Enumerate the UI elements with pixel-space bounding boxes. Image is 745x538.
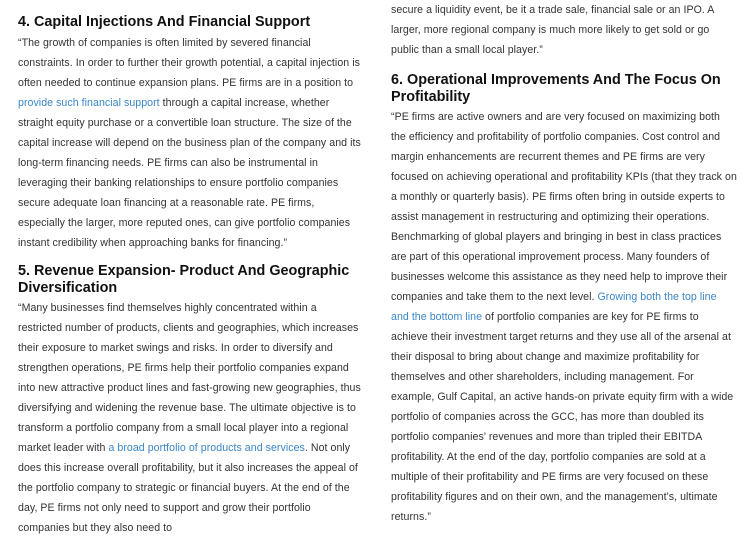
link-broad-portfolio[interactable]: a broad portfolio of products and services — [108, 442, 305, 454]
link-provide-financial-support[interactable]: provide such financial support — [18, 97, 160, 109]
text-segment: . Not only does this increase overall profitability, but it also increases the appeal of the portfolio company to strategic or financial buyers. At the end of the day, PE firms not only need to support and grow their portfolio companies but they also need to — [18, 442, 358, 534]
paragraph-operational-improvements — [391, 107, 737, 527]
text-segment: “Many businesses find themselves highly concentrated within a restricted number of products, clients and geographies, which increases their exposure to market swings and risks. In order to diversify and strengthen operations, PE firms help their portfolio companies expand into new attractive product lines and fast-growing new geographies, thus diversifying and widening the revenue base. The ultimate objective is to transform a portfolio company from a small local player into a regional market leader with — [18, 302, 361, 454]
link-growing-top-bottom-line[interactable]: Growing both the top line and the bottom line — [391, 291, 717, 323]
text-segment: through a capital increase, whether straight equity purchase or a convertible loan structure. The size of the capital increase will depend on the business plan of the company and its long-term financing needs. PE firms can also be instrumental in leveraging their banking relationships to ensure portfolio companies secure adequate loan financing at a reasonable rate. PE firms, especially the larger, more reputed ones, can give portfolio companies instant credibility when approaching banks for financing.” — [18, 97, 361, 249]
text-segment: “PE firms are active owners and are very focused on maximizing both the efficiency and profitability of portfolio companies. Cost control and margin enhancements are recurrent themes and PE firms are very focused on achieving operational and profitability KPIs (that they track on a monthly or quarterly basis). PE firms often bring in outside experts to assist management in restructuring and optimizing their operations. Benchmarking of global players and bringing in best in class practices are part of this operational improvement process. Many founders of businesses welcome this assistance as they need help to improve their companies and take them to the next level. — [391, 111, 737, 303]
heading-revenue-expansion: 5. Revenue Expansion- Product And Geographic Diversification — [18, 263, 350, 296]
heading-operational-improvements: 6. Operational Improvements And The Focus On Profitability — [391, 72, 721, 105]
right-column — [391, 0, 737, 527]
text-segment: of portfolio companies are key for PE firms to achieve their investment target returns and they use all of the arsenal at their disposal to bring about change and maximize profitability for themselves and other shareholders, including management. For example, Gulf Capital, an active hands-on private equity firm with a wide portfolio of companies across the GCC, has more than doubled its portfolio companies’ revenues and more than tripled their EBITDA profitability. At the end of the day, portfolio companies are sold at a multiple of their profitability and PE firms are very focused on these profitability figures and on their own, and the management’s, ultimate returns.” — [391, 311, 734, 523]
text-segment: “The growth of companies is often limited by severed financial constraints. In order to further their growth potential, a capital injection is often needed to continue expansion plans. PE firms are in a position to — [18, 37, 360, 89]
paragraph-capital-injections — [18, 33, 362, 253]
left-column — [18, 0, 362, 538]
paragraph-revenue-expansion — [18, 298, 362, 538]
paragraph-continuation: secure a liquidity event, be it a trade sale, financial sale or an IPO. A larger, more regional company is much more likely to get sold or go public than a small local player.” — [391, 4, 714, 56]
heading-capital-injections: 4. Capital Injections And Financial Support — [18, 14, 311, 30]
